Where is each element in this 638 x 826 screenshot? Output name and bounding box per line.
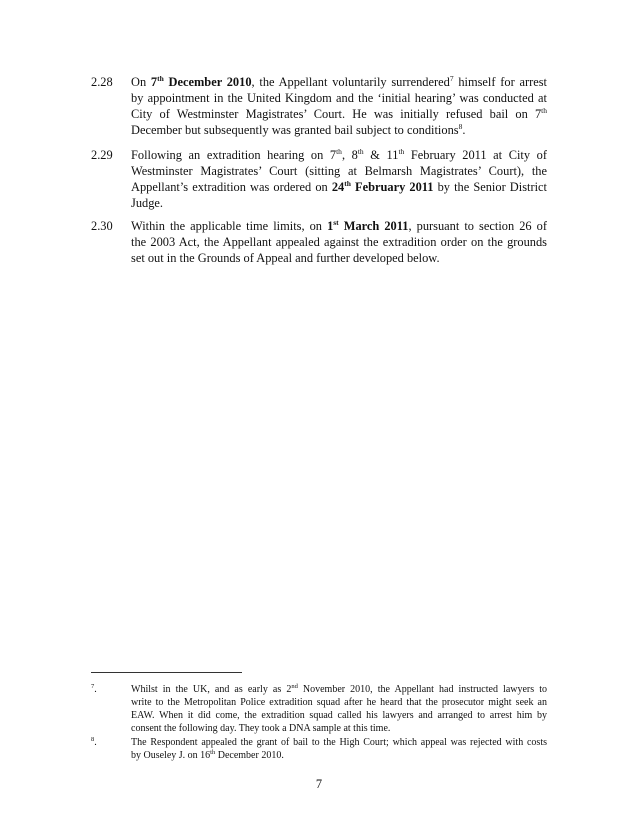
footnote-8 — [91, 736, 547, 762]
text-line: Following an extradition hearing on 7th, 8th & 11th February 2011 at City of — [131, 147, 547, 162]
paragraph-2-28 — [91, 74, 547, 138]
superscript: th — [398, 147, 405, 156]
bold-text: 7 — [150, 75, 158, 89]
text-line: Judge. — [131, 196, 164, 210]
footnote-text — [131, 683, 547, 735]
text-line: by Ouseley J. on 16th December 2010. — [131, 749, 284, 761]
superscript: st — [333, 218, 339, 227]
paragraph-2-30 — [91, 218, 547, 266]
text-line: consent the following day. They took a DNA sample at this time. — [131, 723, 391, 734]
page-number: 7 — [315, 777, 323, 791]
text-line: City of Westminster Magistrates’ Court. He was initially refused bail on 7th — [131, 106, 547, 121]
superscript: nd — [291, 683, 298, 690]
text-line: The Respondent appealed the grant of bail to the High Court; which appeal was rejected with costs — [131, 737, 547, 748]
paragraph-text — [131, 74, 547, 138]
text-line: On 7th December 2010, the Appellant voluntarily surrendered$^7$ himself for arrest — [131, 74, 547, 89]
superscript: th — [336, 147, 342, 156]
footnote-number: $^7$. — [91, 683, 97, 695]
bold-text: March 2011 — [338, 219, 409, 233]
superscript: th — [344, 179, 351, 188]
footnote-separator — [91, 672, 242, 673]
text-line: EAW. When it did come, the extradition squad called his lawyers and arranged to arrest him by — [131, 710, 547, 721]
paragraph-text — [131, 147, 547, 211]
bold-text: 24 — [331, 180, 345, 194]
bold-text: December 2010 — [163, 75, 252, 89]
footnote-7 — [91, 683, 547, 735]
bold-text: 1 — [327, 219, 334, 233]
paragraph-number: 2.28 — [91, 75, 113, 89]
text-line: Appellant’s extradition was ordered on 24th February 2011 by the Senior District — [131, 179, 547, 194]
text-line: Westminster Magistrates’ Court (sitting at Belmarsh Magistrates’ Court), the — [131, 164, 547, 178]
superscript: th — [541, 106, 547, 115]
superscript: th — [357, 147, 364, 156]
paragraph-text — [131, 218, 547, 266]
paragraph-number: 2.29 — [91, 148, 113, 162]
text-line: the 2003 Act, the Appellant appealed against the extradition order on the grounds — [131, 235, 547, 249]
superscript: th — [210, 749, 216, 756]
text-line: set out in the Grounds of Appeal and further developed below. — [131, 251, 440, 265]
superscript: 7 — [449, 74, 454, 83]
text-line: December but subsequently was granted bail subject to conditions$^8$. — [131, 122, 466, 137]
paragraph-number: 2.30 — [91, 219, 113, 233]
superscript: th — [157, 74, 164, 83]
text-line: write to the Metropolitan Police extradition squad after he heard that the prosecutor might seek an — [131, 697, 547, 708]
footnote-number: $^8$. — [91, 736, 97, 748]
text-line: Within the applicable time limits, on 1st March 2011, pursuant to section 26 of — [131, 218, 547, 233]
superscript: 8 — [458, 122, 463, 131]
text-line: by appointment in the United Kingdom and the ‘initial hearing’ was conducted at — [131, 91, 547, 105]
bold-text: February 2011 — [350, 180, 434, 194]
paragraph-2-29 — [91, 147, 547, 211]
footnote-text — [131, 736, 547, 762]
text-line: Whilst in the UK, and as early as 2nd November 2010, the Appellant had instructed lawyers to — [131, 683, 547, 695]
